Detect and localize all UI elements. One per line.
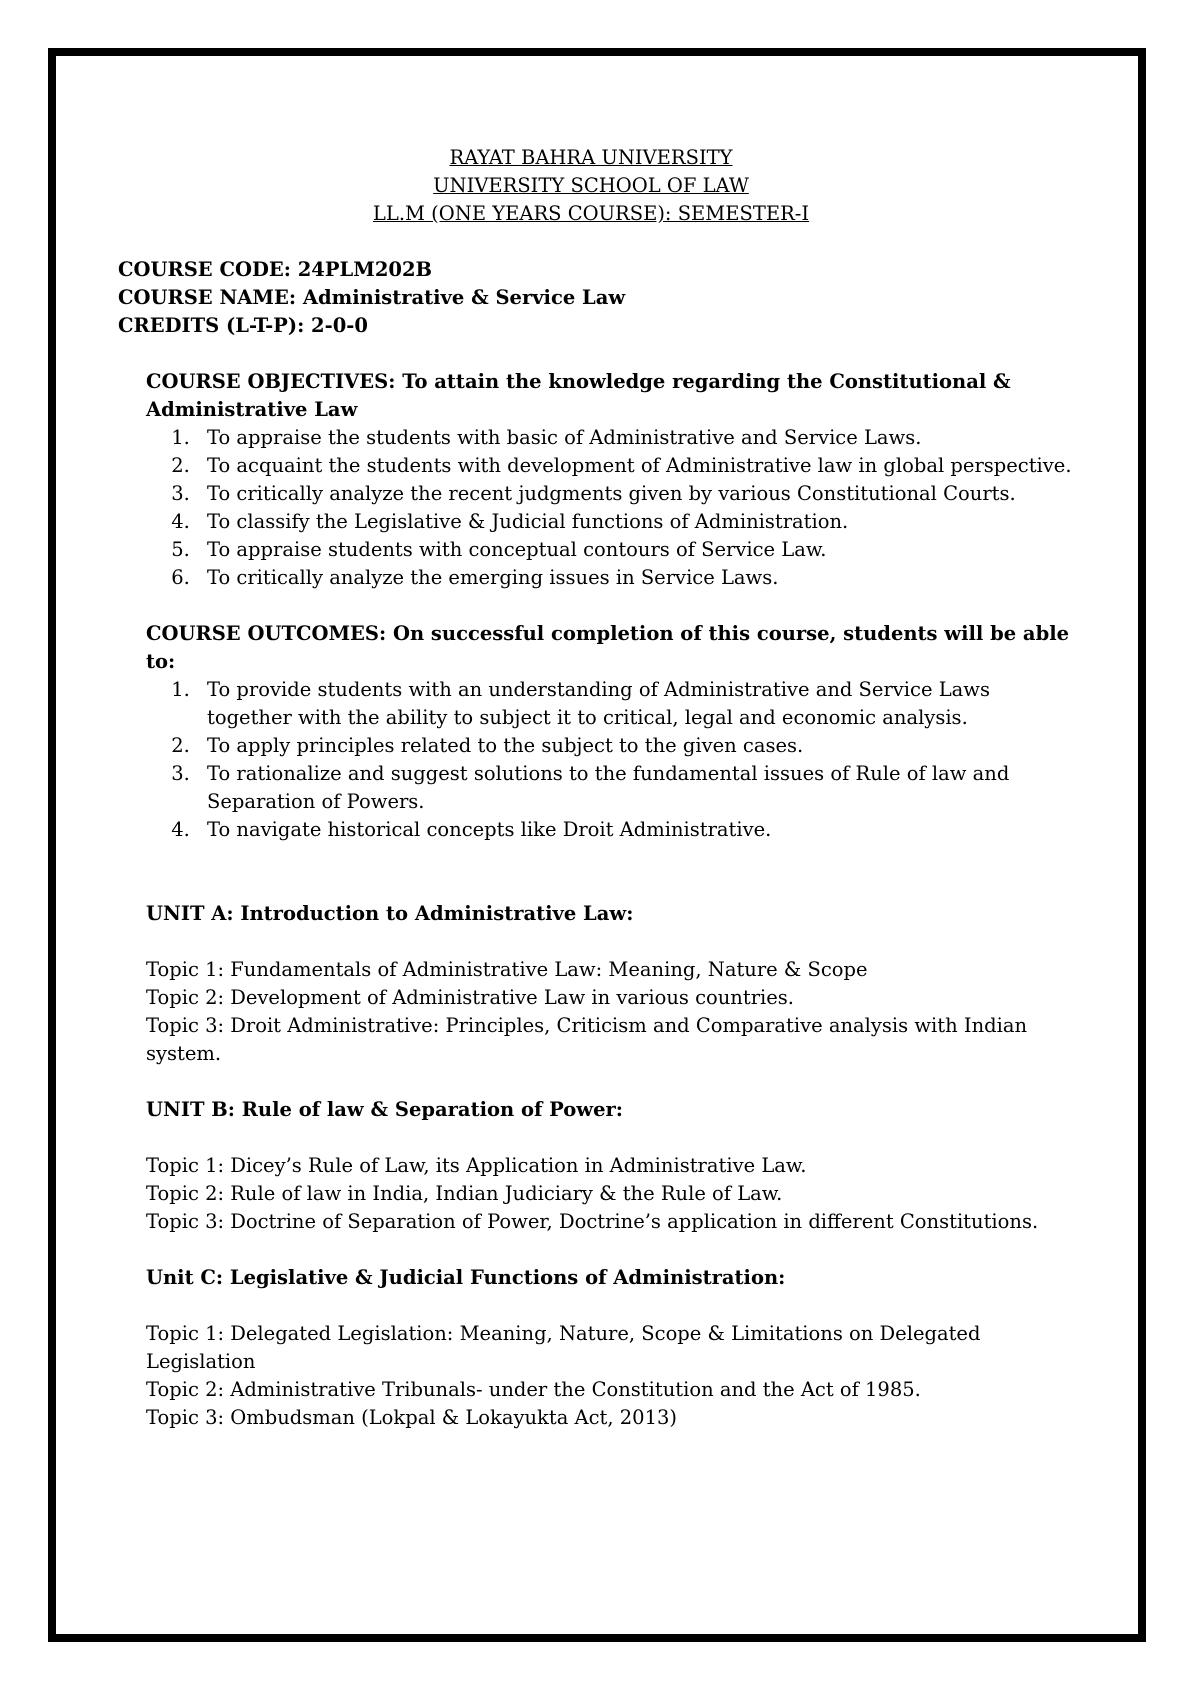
objectives-section [146,368,1078,1432]
unit-b-title: UNIT B: Rule of law & Separation of Power: [146,1098,623,1121]
objectives-heading-line-1: COURSE OBJECTIVES: To attain the knowledge regarding the Constitutional & [146,370,1011,393]
unit-a [146,900,1078,1068]
unit-c-topic: Topic 1: Delegated Legislation: Meaning, Nature, Scope & Limitations on Delegated Legislation [146,1322,981,1373]
unit-a-topic: Topic 3: Droit Administrative: Principles, Criticism and Comparative analysis with Indian system. [146,1014,1028,1065]
outcome-item: 2. To apply principles related to the subject to the given cases. [196,732,1078,760]
objective-item: 1. To appraise the students with basic of Administrative and Service Laws. [196,424,1078,452]
document-header [118,144,1064,228]
outcomes-list [146,676,1078,844]
course-code: COURSE CODE: 24PLM202B [118,258,432,281]
unit-c-topic: Topic 2: Administrative Tribunals- under the Constitution and the Act of 1985. [146,1378,921,1401]
objective-item: 5. To appraise students with conceptual contours of Service Law. [196,536,1078,564]
unit-b [146,1096,1078,1236]
course-credits: CREDITS (L-T-P): 2-0-0 [118,314,368,337]
unit-c-title: Unit C: Legislative & Judicial Functions of Administration: [146,1266,786,1289]
outcome-item: 4. To navigate historical concepts like Droit Administrative. [196,816,1078,844]
unit-c [146,1264,1078,1432]
university-name: RAYAT BAHRA UNIVERSITY [449,146,733,169]
unit-b-topic: Topic 2: Rule of law in India, Indian Judiciary & the Rule of Law. [146,1182,783,1205]
objective-item: 2. To acquaint the students with development of Administrative law in global perspective. [196,452,1078,480]
objectives-list [146,424,1078,592]
outcome-item: 3. To rationalize and suggest solutions to the fundamental issues of Rule of law and Separation of Powers. [196,760,1078,816]
unit-b-topic: Topic 3: Doctrine of Separation of Power, Doctrine’s application in different Constitutions. [146,1210,1039,1233]
course-name: COURSE NAME: Administrative & Service Law [118,286,626,309]
unit-c-topic: Topic 3: Ombudsman (Lokpal & Lokayukta Act, 2013) [146,1406,677,1429]
unit-a-topic: Topic 2: Development of Administrative Law in various countries. [146,986,795,1009]
unit-a-topic: Topic 1: Fundamentals of Administrative Law: Meaning, Nature & Scope [146,958,868,981]
objective-item: 3. To critically analyze the recent judgments given by various Constitutional Courts. [196,480,1078,508]
objective-item: 6. To critically analyze the emerging issues in Service Laws. [196,564,1078,592]
unit-a-title: UNIT A: Introduction to Administrative Law: [146,902,634,925]
course-meta [118,256,1078,340]
outcome-item: 1. To provide students with an understanding of Administrative and Service Laws together with the ability to subject it to critical, legal and economic analysis. [196,676,1078,732]
school-name: UNIVERSITY SCHOOL OF LAW [433,174,749,197]
program-title: LL.M (ONE YEARS COURSE): SEMESTER-I [372,202,810,225]
unit-b-topic: Topic 1: Dicey’s Rule of Law, its Application in Administrative Law. [146,1154,807,1177]
syllabus-content [118,144,1078,1432]
objectives-heading-line-2: Administrative Law [146,398,358,421]
objectives-heading [146,368,1078,424]
outcomes-heading: COURSE OUTCOMES: On successful completion of this course, students will be able to: [146,622,1070,673]
objective-item: 4. To classify the Legislative & Judicial functions of Administration. [196,508,1078,536]
